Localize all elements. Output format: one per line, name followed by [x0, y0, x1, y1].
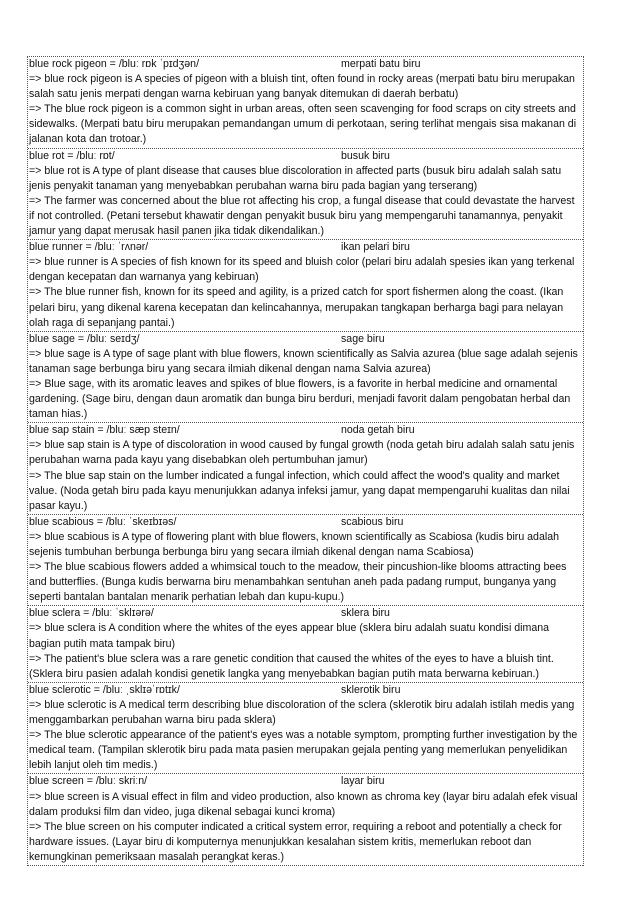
entry-header	[29, 683, 582, 698]
dictionary-entry	[28, 683, 583, 775]
entry-example: => The blue sap stain on the lumber indicated a fungal infection, which could affect the wood's quality and market value. (Noda getah biru pada kayu menunjukkan adanya infeksi jamur, yang dapat mempengaruhi kualitas dan nilai pasar kayu.)	[29, 469, 570, 512]
entry-term: blue sclera = /bluː ˈsklɪərə/	[29, 607, 154, 620]
entry-term: blue sage = /bluː seɪdʒ/	[29, 332, 140, 345]
entry-translation: sage biru	[341, 332, 385, 345]
entry-example: => The blue runner fish, known for its speed and agility, is a prized catch for sport fishermen along the coast. (Ikan pelari biru, yang dikenal karena kecepatan dan kelincahannya, merupakan tangkapan berharga bagi para nelayan olah raga di sepanjang pantai.)	[29, 286, 564, 329]
entry-translation: layar biru	[341, 775, 385, 788]
entry-term: blue rock pigeon = /bluː rɒk ˈpɪdʒən/	[29, 58, 200, 70]
entry-example: => Blue sage, with its aromatic leaves and spikes of blue flowers, is a favorite in herbal medicine and ornamental gardening. (Sage biru, dengan daun aromatik dan bunga biru berduri, menjadi favorit dalam pengobatan herbal dan taman hias.)	[29, 377, 571, 421]
entry-header	[29, 240, 582, 255]
dictionary-entry-list	[27, 56, 584, 866]
entry-header	[29, 423, 582, 438]
entry-header	[29, 515, 582, 530]
entry-definition: => blue scabious is A type of flowering plant with blue flowers, known scientifically as Scabiosa (kudis biru adalah sejenis tumbuhan berbunga berbunga biru yang secara ilmiah dikenal dengan nama Scabiosa)	[29, 530, 559, 558]
entry-term: blue sclerotic = /bluː ˌsklɪəˈrɒtɪk/	[29, 683, 180, 696]
entry-term: blue screen = /bluː skriːn/	[29, 775, 148, 788]
entry-definition: => blue runner is A species of fish known for its speed and bluish color (pelari biru adalah spesies ikan yang terkenal dengan kecepatan dan warnanya yang kebiruan)	[29, 256, 575, 284]
entry-term: blue scabious = /bluː ˈskeɪbɪəs/	[29, 515, 177, 528]
entry-example: => The blue sclerotic appearance of the patient's eyes was a notable symptom, prompting further investigation by the medical team. (Tampilan sklerotik biru pada mata pasien merupakan gejala penting yang memerlukan penyelidikan lebih lanjut oleh tim medis.)	[29, 729, 578, 772]
dictionary-entry	[28, 332, 583, 424]
entry-definition: => blue rot is A type of plant disease that causes blue discoloration in affected parts (busuk biru adalah salah satu jenis penyakit tanaman yang menyebabkan perubahan warna biru pada bagian yang terserang)	[29, 164, 562, 192]
dictionary-entry	[28, 774, 583, 866]
entry-translation: scabious biru	[341, 515, 404, 528]
entry-definition: => blue sap stain is A type of discoloration in wood caused by fungal growth (noda getah biru adalah salah satu jenis perubahan warna pada kayu yang disebabkan oleh pertumbuhan jamur)	[29, 439, 575, 467]
entry-term: blue sap stain = /bluː sæp steɪn/	[29, 424, 180, 437]
entry-translation: noda getah biru	[341, 424, 415, 437]
entry-example: => The blue scabious flowers added a whimsical touch to the meadow, their pincushion-like blooms attracting bees and butterflies. (Bunga kudis berwarna biru menambahkan sentuhan aneh pada padang rumput, bunganya yang seperti bantalan bantalan menarik perhatian lebah dan kupu-kupu.)	[29, 561, 567, 604]
entry-header	[29, 774, 582, 789]
dictionary-entry	[28, 149, 583, 241]
entry-definition: => blue rock pigeon is A species of pigeon with a bluish tint, often found in rocky areas (merpati batu biru merupakan salah satu jenis merpati dengan warna kebiruan yang banyak ditemukan di daerah berbatu)	[29, 73, 575, 101]
entry-term: blue runner = /bluː ˈrʌnər/	[29, 241, 149, 254]
entry-header	[29, 57, 582, 72]
entry-header	[29, 332, 582, 347]
entry-translation: merpati batu biru	[341, 58, 421, 70]
entry-example: => The blue rock pigeon is a common sight in urban areas, often seen scavenging for food scraps on city streets and sidewalks. (Merpati batu biru merupakan pemandangan umum di perkotaan, sering terlihat mengais sisa makanan di jalanan kota dan trotoar.)	[29, 103, 577, 146]
entry-header	[29, 606, 582, 621]
dictionary-entry	[28, 606, 583, 682]
dictionary-entry	[28, 57, 583, 149]
dictionary-entry	[28, 515, 583, 607]
entry-definition: => blue sage is A type of sage plant with blue flowers, known scientifically as Salvia azurea (blue sage adalah sejenis tanaman sage berbunga biru yang secara ilmiah dikenal dengan nama Salvia azurea)	[29, 347, 578, 375]
entry-definition: => blue screen is A visual effect in film and video production, also known as chroma key (layar biru adalah efek visual dalam produksi film dan video, juga dikenal sebagai kunci kroma)	[29, 790, 578, 818]
entry-example: => The blue screen on his computer indicated a critical system error, requiring a reboot and potentially a check for hardware issues. (Layar biru di komputernya menunjukkan kesalahan sistem kritis, memerlukan reboot dan kemungkinan pemeriksaan masalah perangkat keras.)	[29, 820, 562, 863]
entry-example: => The patient's blue sclera was a rare genetic condition that caused the whites of the eyes to have a bluish tint. (Sklera biru pasien adalah kondisi genetik langka yang menyebabkan bagian putih mata berwarna kebiruan.)	[29, 652, 554, 680]
entry-translation: sklerotik biru	[341, 683, 401, 696]
entry-term: blue rot = /bluː rɒt/	[29, 149, 115, 162]
entry-definition: => blue sclera is A condition where the whites of the eyes appear blue (sklera biru adalah suatu kondisi dimana bagian putih mata tampak biru)	[29, 622, 549, 650]
dictionary-entry	[28, 240, 583, 332]
entry-example: => The farmer was concerned about the blue rot affecting his crop, a fungal disease that could devastate the harvest if not controlled. (Petani tersebut khawatir dengan penyakit busuk biru yang mempengaruhi tanamannya, penyakit jamur yang dapat merusak hasil panen jika tidak dikendalikan.)	[29, 194, 575, 238]
entry-definition: => blue sclerotic is A medical term describing blue discoloration of the sclera (sklerotik biru adalah istilah medis yang menggambarkan perubahan warna biru pada sklera)	[29, 698, 575, 727]
entry-translation: busuk biru	[341, 149, 390, 162]
dictionary-entry	[28, 423, 583, 515]
entry-translation: sklera biru	[341, 607, 390, 620]
entry-header	[29, 149, 582, 164]
entry-translation: ikan pelari biru	[341, 241, 410, 254]
